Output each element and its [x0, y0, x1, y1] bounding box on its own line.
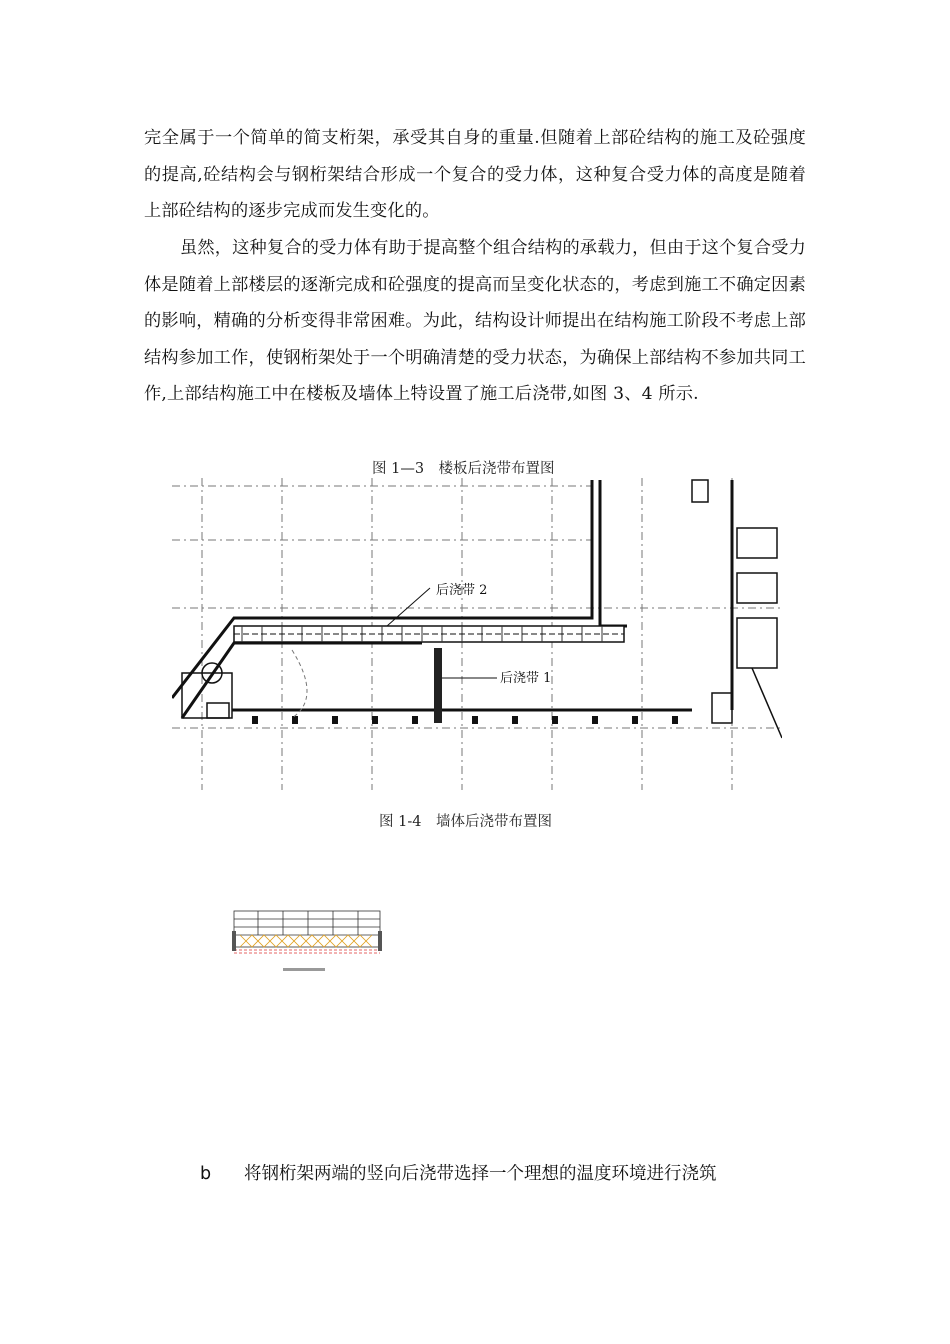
figure-1-3-caption: 图 1—3 楼板后浇带布置图	[372, 461, 555, 477]
column-marks	[252, 716, 678, 724]
floor-slab-post-pour-strip-plan	[172, 478, 782, 790]
body-paragraph-1: 完全属于一个简单的简支桁架，承受其自身的重量.但随着上部砼结构的施工及砼强度的提高,砼结构会与钢桁架结合形成一个复合的受力体，这种复合受力体的高度是随着上部砼结构的逐步完成而发生变化的。	[144, 128, 806, 221]
structure-walls	[172, 480, 732, 718]
right-rooms	[692, 480, 782, 738]
label-post-pour-strip-2: 后浇带 2	[436, 583, 488, 598]
truss-web	[240, 935, 372, 947]
wall-post-pour-strip-elevation	[228, 905, 386, 977]
post-pour-strip-2	[234, 626, 624, 642]
post-pour-strip-1	[434, 648, 442, 723]
label-post-pour-strip-1: 后浇带 1	[500, 671, 552, 686]
list-item-b	[200, 1160, 717, 1185]
list-item-text: 将钢桁架两端的竖向后浇带选择一个理想的温度环境进行浇筑	[244, 1164, 717, 1184]
body-paragraph-2: 虽然，这种复合的受力体有助于提高整个组合结构的承载力，但由于这个复合受力体是随着上部楼层的逐渐完成和砼强度的提高而呈变化状态的，考虑到施工不确定因素的影响，精确的分析变得非常困难。为此，结构设计师提出在结构施工阶段不考虑上部结构参加工作，使钢桁架处于一个明确清楚的受力状态，为确保上部结构不参加共同工作,上部结构施工中在楼板及墙体上特设置了施工后浇带,如图 3、4 所示.	[144, 238, 806, 404]
list-marker: b	[200, 1164, 212, 1184]
figure-1-4-caption: 图 1-4 墙体后浇带布置图	[379, 814, 552, 830]
